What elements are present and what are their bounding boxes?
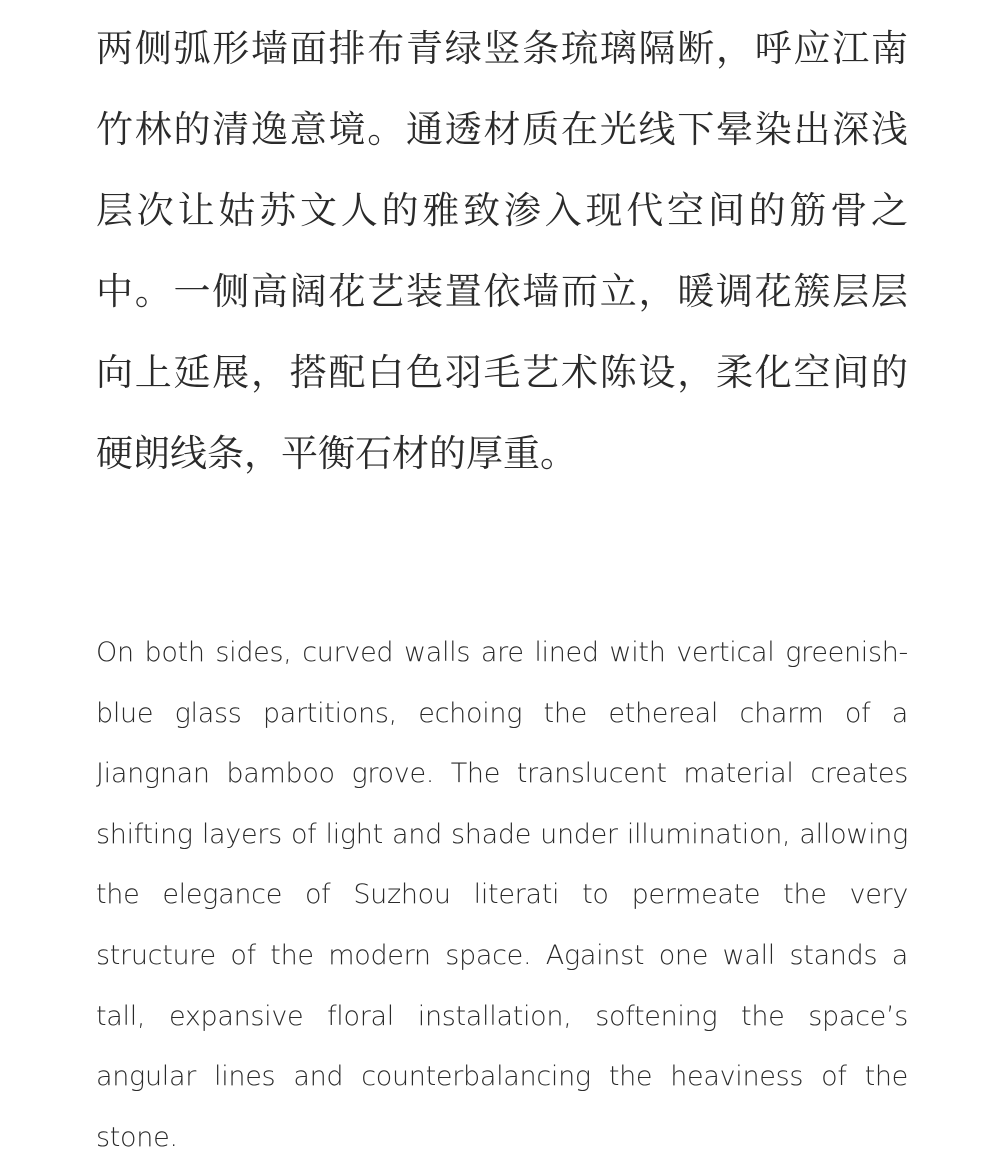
english-paragraph: On both sides, curved walls are lined with vertical greenish-blue glass partitions, echoing the ethereal charm of a Jiangnan bamboo grove. The translucent material creates shifting layers of light and shade under illumination, allowing the elegance of Suzhou literati to permeate the very structure of the modern space. Against one wall stands a tall, expansive floral installation, softening the space’s angular lines and counterbalancing the heaviness of the stone. — [96, 637, 908, 1153]
chinese-paragraph: 两侧弧形墙面排布青绿竖条琉璃隔断，呼应江南竹林的清逸意境。通透材质在光线下晕染出深浅层次让姑苏文人的雅致渗入现代空间的筋骨之中。一侧高阔花艺装置依墙而立，暖调花簇层层向上延展，搭配白色羽毛艺术陈设，柔化空间的硬朗线条，平衡石材的厚重。 — [96, 27, 908, 475]
article-body — [96, 0, 908, 1153]
